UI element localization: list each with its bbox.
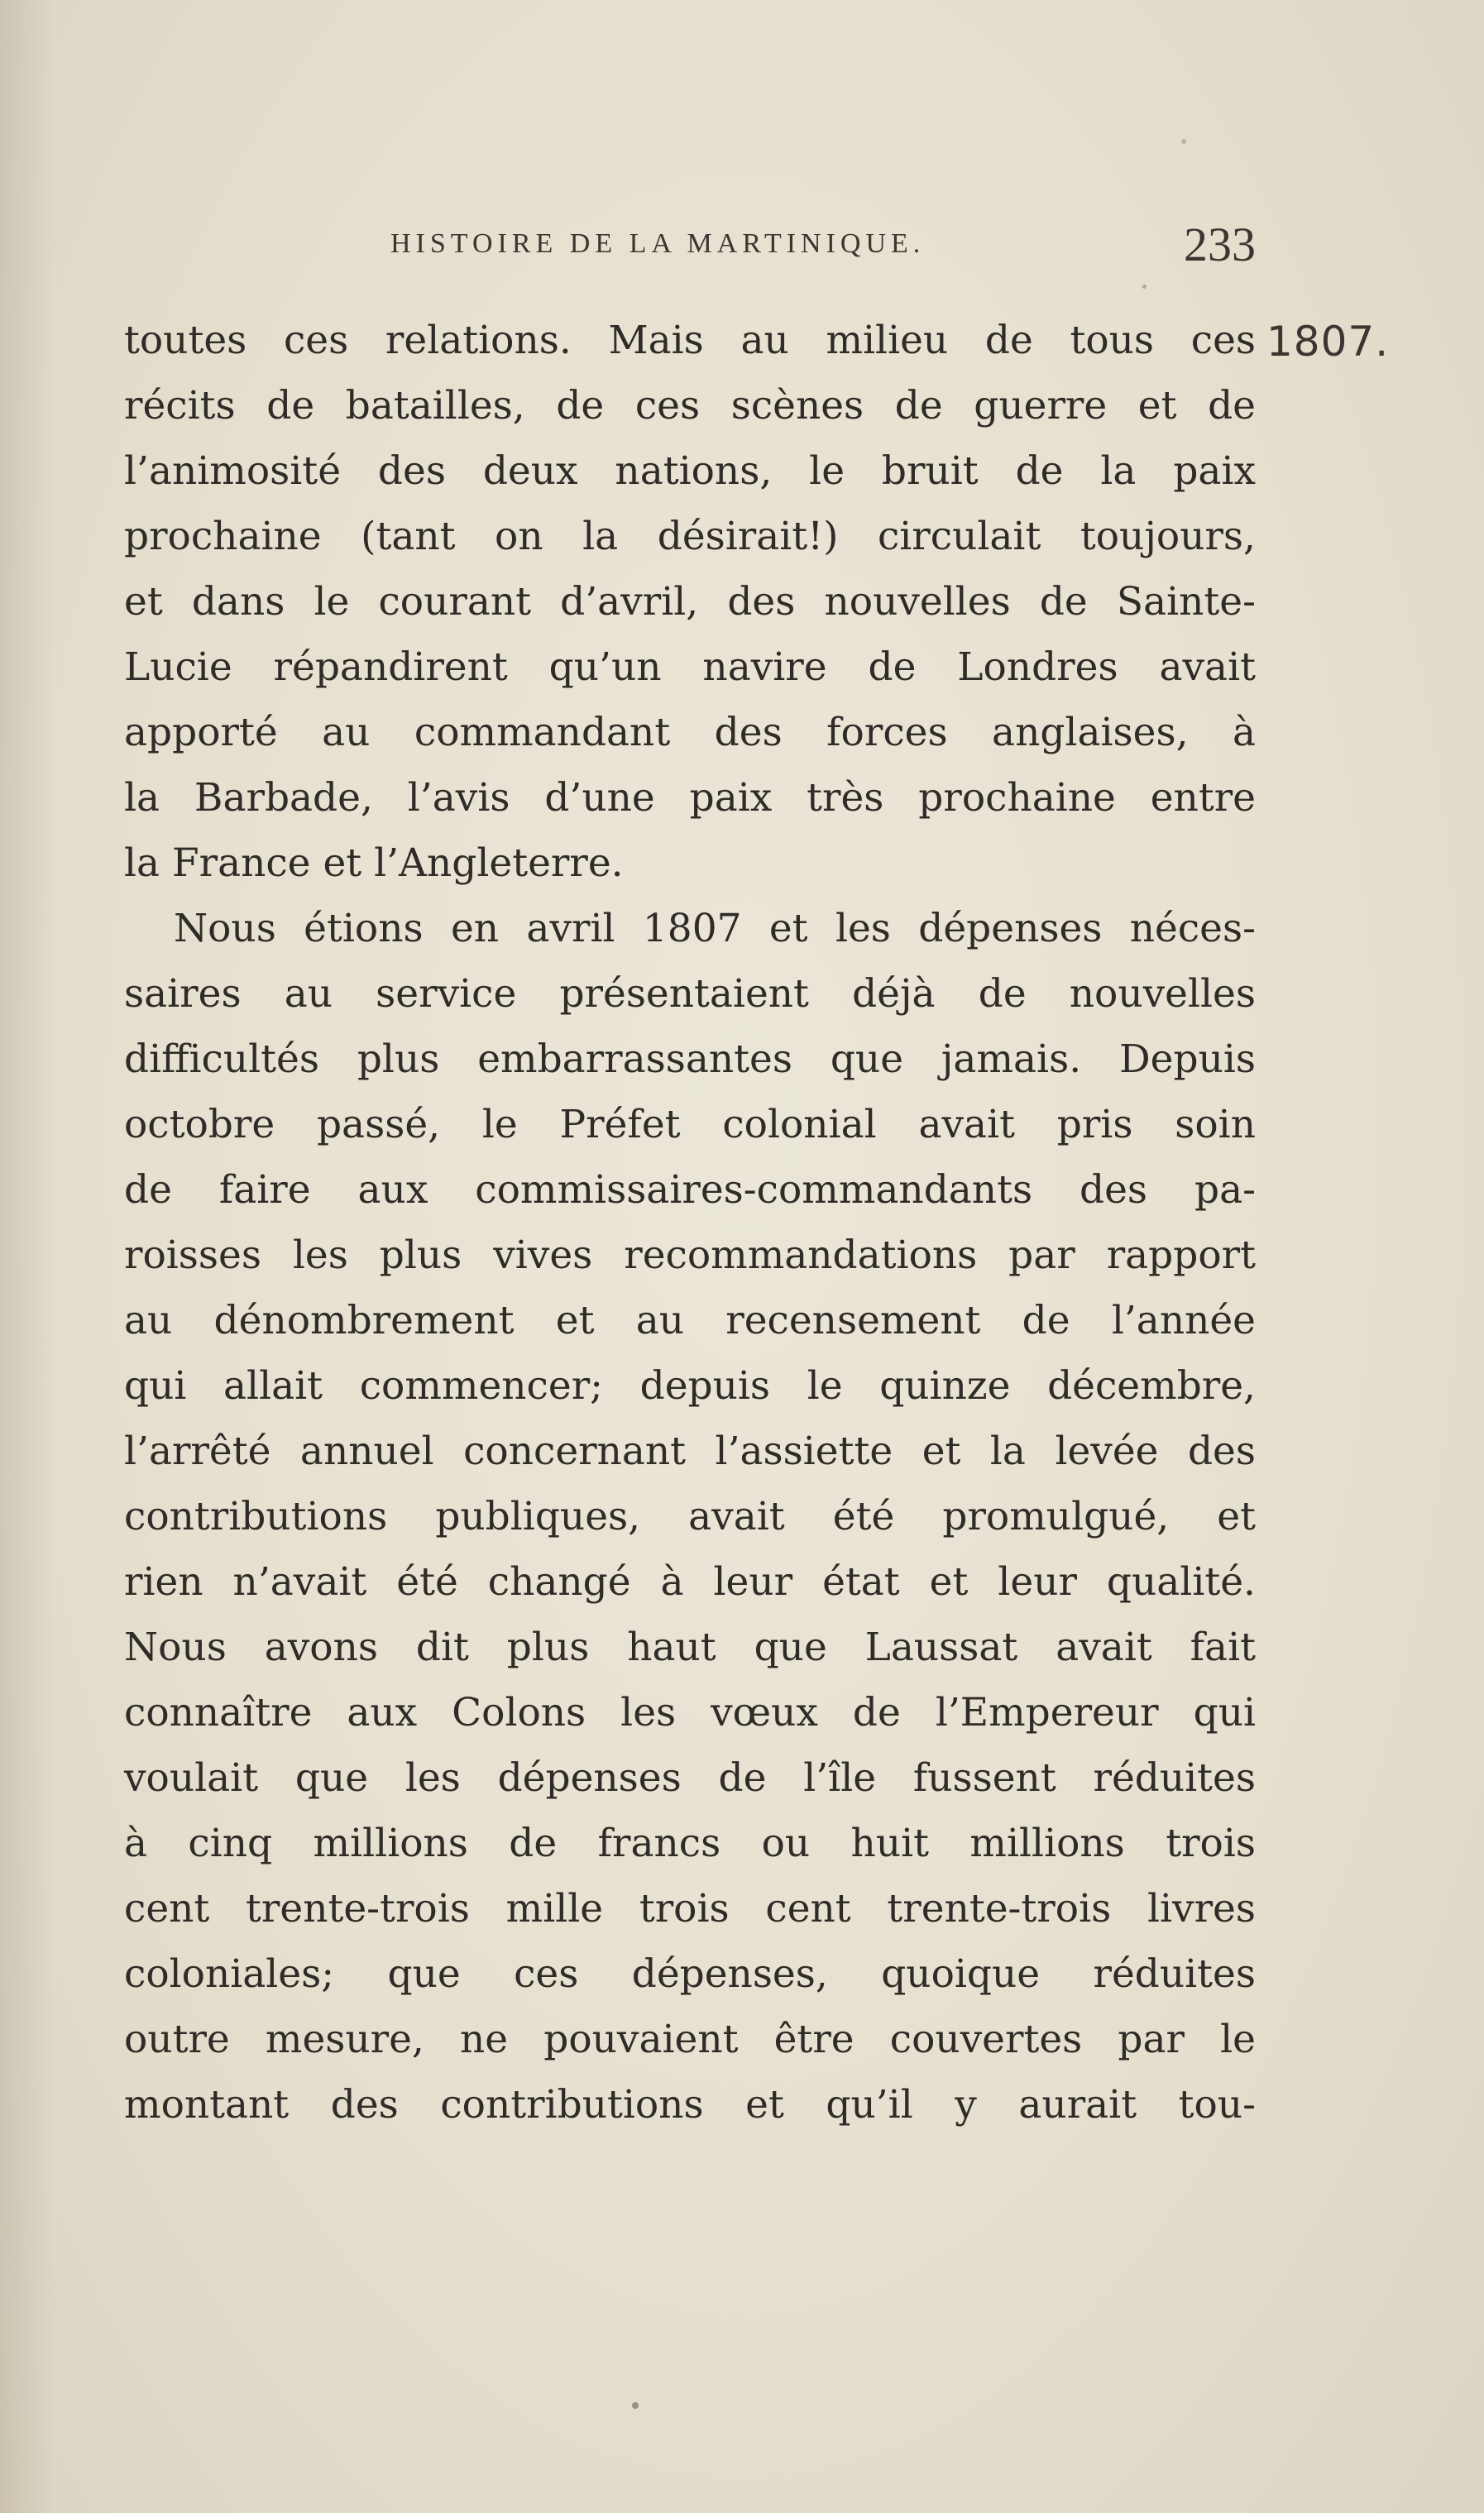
- text-line: au dénombrement et au recensement de l’année: [124, 1298, 1256, 1343]
- text-line: Lucie répandirent qu’un navire de Londres avait: [124, 644, 1256, 690]
- text-line: et dans le courant d’avril, des nouvelles de Sainte-: [124, 579, 1256, 625]
- text-line: connaître aux Colons les vœux de l’Empereur qui: [124, 1690, 1256, 1735]
- text-line: à cinq millions de francs ou huit millions trois: [124, 1821, 1256, 1866]
- paper-speck: [632, 2402, 639, 2409]
- text-line: la Barbade, l’avis d’une paix très prochaine entre: [124, 775, 1256, 821]
- text-line: coloniales; que ces dépenses, quoique réduites: [124, 1951, 1256, 1997]
- margin-year-note: 1807.: [1266, 318, 1390, 366]
- text-line: apporté au commandant des forces anglaises, à: [124, 710, 1256, 755]
- text-line: roisses les plus vives recommandations par rapport: [124, 1233, 1256, 1278]
- text-line: Nous avons dit plus haut que Laussat avait fait: [124, 1625, 1256, 1670]
- text-line: Nous étions en avril 1807 et les dépenses néces-: [174, 906, 1256, 951]
- spine-shadow: [0, 0, 58, 2513]
- text-line: récits de batailles, de ces scènes de guerre et de: [124, 383, 1256, 428]
- paper-speck: [1181, 139, 1186, 144]
- text-line: montant des contributions et qu’il y aurait tou-: [124, 2082, 1256, 2128]
- page-number: 233: [1184, 218, 1256, 271]
- paper-speck: [1142, 285, 1147, 289]
- running-title: HISTOIRE DE LA MARTINIQUE.: [390, 228, 926, 259]
- text-line: voulait que les dépenses de l’île fussent réduites: [124, 1755, 1256, 1801]
- text-line: l’arrêté annuel concernant l’assiette et la levée des: [124, 1429, 1256, 1474]
- text-line: la France et l’Angleterre.: [124, 840, 624, 886]
- text-line: octobre passé, le Préfet colonial avait pris soin: [124, 1102, 1256, 1147]
- text-line: toutes ces relations. Mais au milieu de tous ces: [124, 318, 1256, 363]
- text-line: outre mesure, ne pouvaient être couvertes par le: [124, 2017, 1256, 2062]
- text-line: cent trente-trois mille trois cent trente-trois livres: [124, 1886, 1256, 1931]
- text-line: rien n’avait été changé à leur état et leur qualité.: [124, 1559, 1256, 1605]
- text-line: prochaine (tant on la désirait!) circulait toujours,: [124, 514, 1256, 559]
- text-line: de faire aux commissaires-commandants des pa-: [124, 1167, 1256, 1213]
- page-header: [124, 217, 1256, 275]
- text-line: l’animosité des deux nations, le bruit de la paix: [124, 448, 1256, 494]
- text-line: qui allait commencer; depuis le quinze décembre,: [124, 1363, 1256, 1409]
- text-line: saires au service présentaient déjà de nouvelles: [124, 971, 1256, 1017]
- text-line: difficultés plus embarrassantes que jamais. Depuis: [124, 1036, 1256, 1082]
- text-line: contributions publiques, avait été promulgué, et: [124, 1494, 1256, 1539]
- body-text: [124, 308, 1256, 2137]
